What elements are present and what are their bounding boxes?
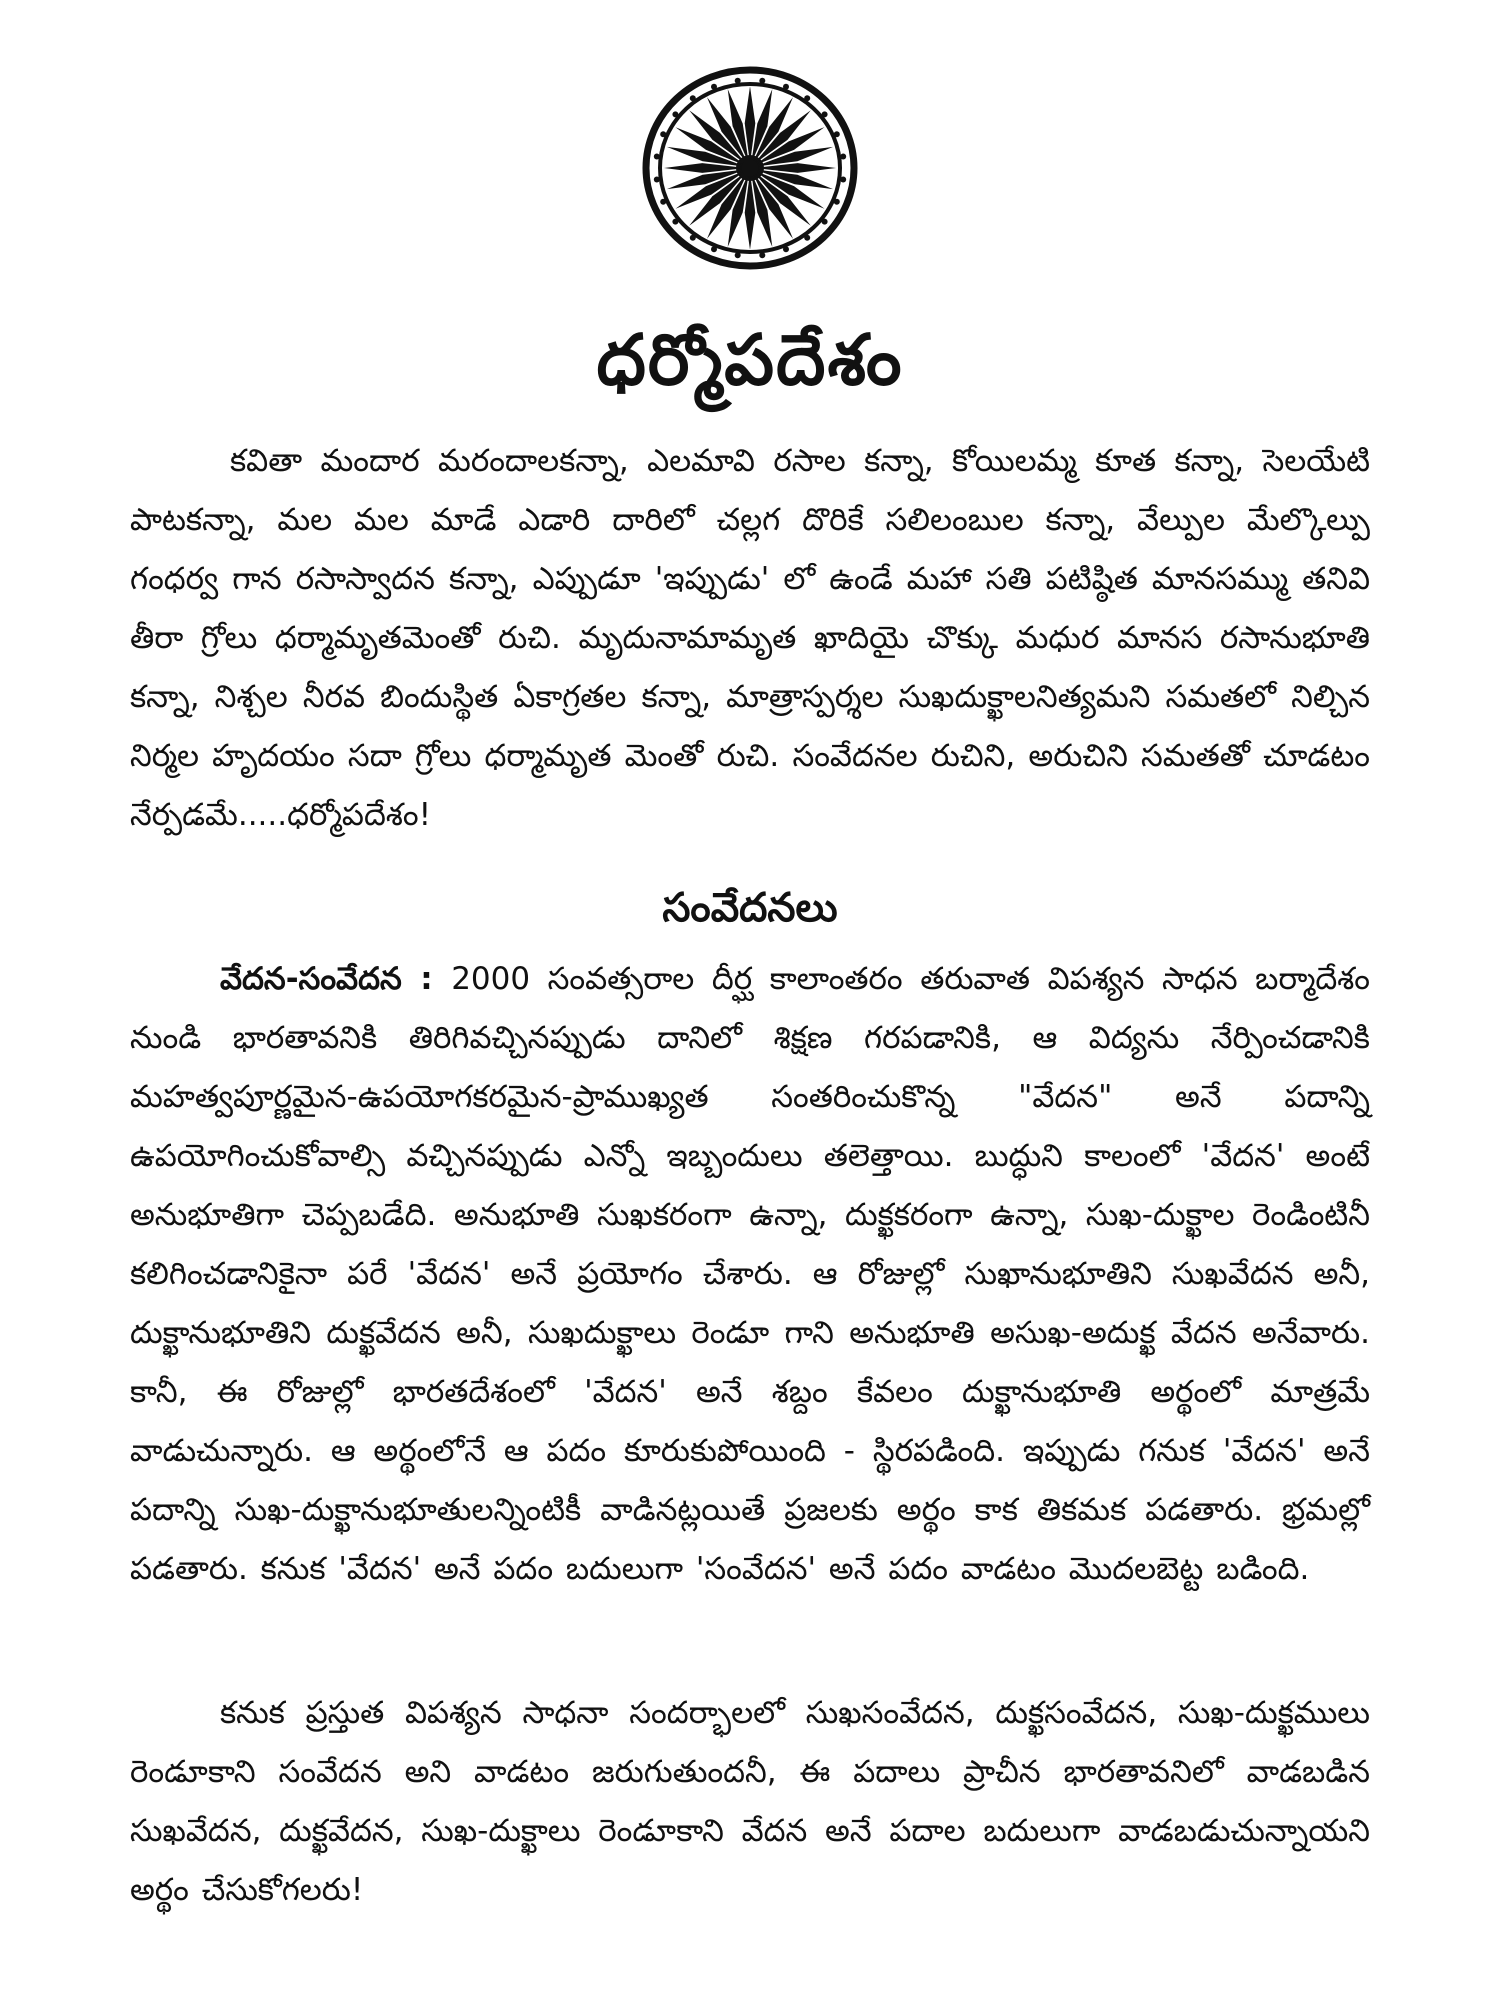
- chakra-rim-dot: [660, 131, 666, 137]
- chakra-rim-dot: [735, 252, 741, 258]
- closing-paragraph: కనుక ప్రస్తుత విపశ్యన సాధనా సందర్భాలలో సుఖసంవేదన, దుక్ఖసంవేదన, సుఖ-దుక్ఖములు రెండూకాని సంవేదన అని వాడటం జరుగుతుందనీ, ఈ పదాలు ప్రాచీన భారతావనిలో వాడబడిన సుఖవేదన, దుక్ఖవేదన, సుఖ-దుక్ఖాలు రెండూకాని వేదన అనే పదాల బదులుగా వాడబడుచున్నాయని అర్థం చేసుకోగలరు!: [130, 1695, 1370, 1908]
- intro-paragraph: కవితా మందార మరందాలకన్నా, ఎలమావి రసాల కన్నా, కోయిలమ్మ కూత కన్నా, సెలయేటి పాటకన్నా, మల మల మాడే ఎడారి దారిలో చల్లగ దొరికే సలిలంబుల కన్నా, వేల్పుల మేల్కొల్పు గంధర్వ గాన రసాస్వాదన కన్నా, ఎప్పుడూ 'ఇప్పుడు' లో ఉండే మహా సతి పటిష్ఠిత మానసమ్ము తనివి తీరా గ్రోలు ధర్మామృతమెంతో రుచి. మృదునామామృత ఖాదియై చొక్కు మధుర మానస రసానుభూతి కన్నా, నిశ్చల నీరవ బిందుస్థిత ఏకాగ్రతల కన్నా, మాత్రాస్పర్శల సుఖదుక్ఖాలనిత్యమని సమతలో నిల్చిన నిర్మల హృదయం సదా గ్రోలు ధర్మామృత మెంతో రుచి. సంవేదనల రుచిని, అరుచిని సమతతో చూడటం నేర్పడమే.....ధర్మోపదేశం!: [130, 443, 1370, 833]
- section-term: వేదన-సంవేదన: [220, 961, 402, 997]
- section-paragraph-text: 2000 సంవత్సరాల దీర్ఘ కాలాంతరం తరువాత విపశ్యన సాధన బర్మాదేశం నుండి భారతావనికి తిరిగివచ్చినప్పుడు దానిలో శిక్షణ గరపడానికి, ఆ విద్యను నేర్పించడానికి మహత్వపూర్ణమైన-ఉపయోగకరమైన-ప్రాముఖ్యత సంతరించుకొన్న "వేదన" అనే పదాన్ని ఉపయోగించుకోవాల్సి వచ్చినప్పుడు ఎన్నో ఇబ్బందులు తలెత్తాయి. బుద్ధుని కాలంలో 'వేదన' అంటే అనుభూతిగా చెప్పబడేది. అనుభూతి సుఖకరంగా ఉన్నా, దుక్ఖకరంగా ఉన్నా, సుఖ-దుక్ఖాల రెండింటినీ కలిగించడానికైనా పరే 'వేదన' అనే ప్రయోగం చేశారు. ఆ రోజుల్లో సుఖానుభూతిని సుఖవేదన అనీ, దుక్ఖానుభూతిని దుక్ఖవేదన అనీ, సుఖదుక్ఖాలు రెండూ గాని అనుభూతి అసుఖ-అదుక్ఖ వేదన అనేవారు. కానీ, ఈ రోజుల్లో భారతదేశంలో 'వేదన' అనే శబ్దం కేవలం దుక్ఖానుభూతి అర్థంలో మాత్రమే వాడుచున్నారు. ఆ అర్థంలోనే ఆ పదం కూరుకుపోయింది - స్థిరపడింది. ఇప్పుడు గనుక 'వేదన' అనే పదాన్ని సుఖ-దుక్ఖానుభూతులన్నింటికీ వాడినట్లయితే ప్రజలకు అర్థం కాక తికమక పడతారు. భ్రమల్లో పడతారు. కనుక 'వేదన' అనే పదం బదులుగా 'సంవేదన' అనే పదం వాడటం మొదలబెట్ట బడింది.: [130, 961, 1371, 1587]
- chakra-rim-dot: [759, 252, 765, 258]
- chakra-rim-dot: [840, 177, 846, 183]
- chakra-rim-dot: [711, 84, 717, 90]
- dharma-chakra-svg: [640, 60, 860, 270]
- section-term-separator: :: [401, 961, 452, 997]
- section-heading: సంవేదనలు: [662, 885, 838, 931]
- chakra-rim-dot: [672, 111, 678, 117]
- chakra-rim-dot: [654, 154, 660, 160]
- section-paragraph: [130, 950, 1370, 1599]
- chakra-rim-dot: [834, 199, 840, 205]
- chakra-rim-dot: [834, 131, 840, 137]
- chakra-rim-dot: [690, 235, 696, 241]
- chakra-rim-dot: [711, 246, 717, 252]
- chakra-rim-dot: [783, 246, 789, 252]
- chakra-rim-dot: [822, 111, 828, 117]
- chakra-rim-dot: [840, 154, 846, 160]
- chakra-rim-dot: [759, 78, 765, 84]
- chakra-rim-dot: [654, 177, 660, 183]
- chakra-rim-dot: [804, 235, 810, 241]
- chakra-rim-dot: [804, 95, 810, 101]
- chakra-rim-dot: [735, 78, 741, 84]
- page-title: ధర్మోపదేశం: [596, 319, 904, 401]
- chakra-rim-dot: [690, 95, 696, 101]
- chakra-rim-dot: [660, 199, 666, 205]
- chakra-rim-dot: [672, 219, 678, 225]
- chakra-rim-dot: [783, 84, 789, 90]
- dharma-chakra-icon: [640, 60, 860, 270]
- chakra-rim-dot: [822, 219, 828, 225]
